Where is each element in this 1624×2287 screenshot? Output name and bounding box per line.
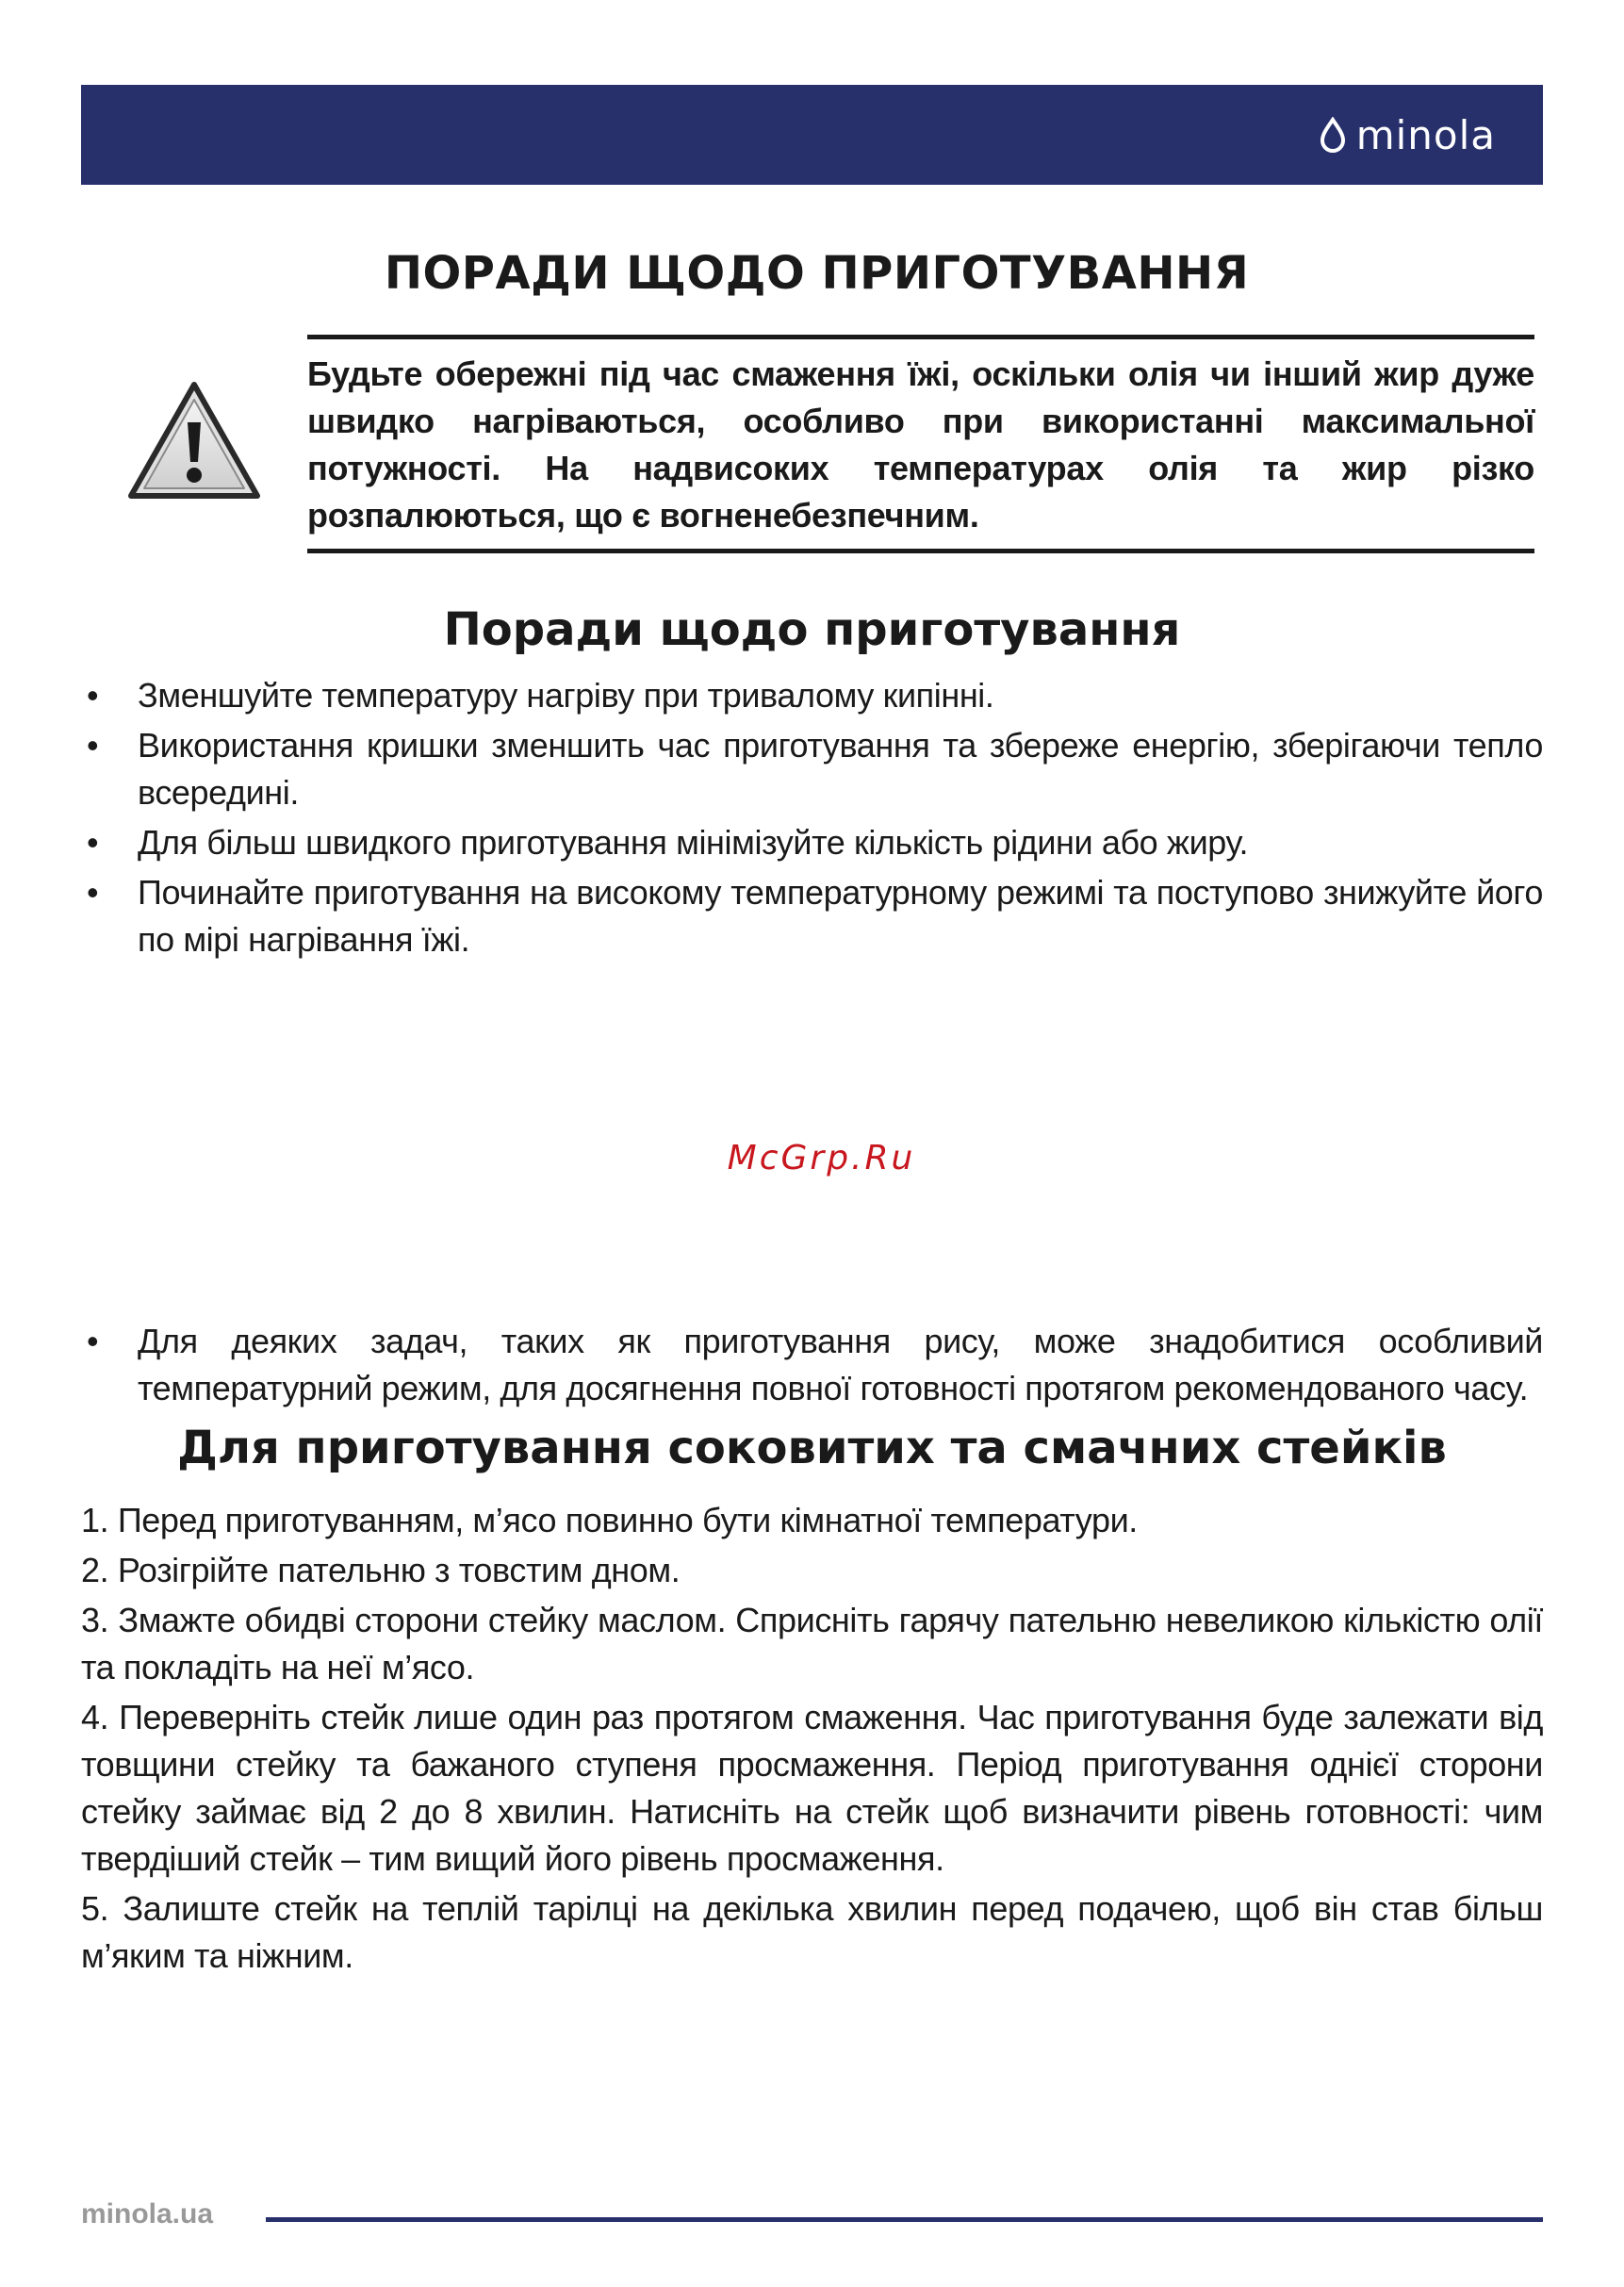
brand-name: minola — [1355, 111, 1496, 158]
step-item: 1. Перед приготуванням, м’ясо повинно бути кімнатної температури. — [81, 1501, 1138, 1539]
bullet-icon: • — [87, 873, 99, 912]
steak-heading: Для приготування соковитих та смачних стейків — [177, 1422, 1447, 1474]
list-item: • Використання кришки зменшить час приготування та збереже енергію, зберігаючи тепло всередині. — [81, 722, 1543, 816]
bullet-icon: • — [87, 676, 99, 715]
header-bar — [81, 85, 1543, 185]
step-item: 2. Розігрійте пательню з товстим дном. — [81, 1551, 681, 1589]
tips-heading: Поради щодо приготування — [443, 603, 1181, 656]
bullet-icon: • — [87, 823, 99, 862]
footer-site-link[interactable]: minola.ua — [81, 2198, 214, 2229]
warning-text: Будьте обережні під час смаження їжі, оскільки олія чи інший жир дуже швидко нагріваються, особливо при використанні максимальної потужності. На надвисоких температурах олія та жир різко розпалюються, що є вогненебезпечним. — [307, 354, 1534, 535]
drop-icon — [1319, 117, 1347, 153]
step-item: 4. Переверніть стейк лише один раз протягом смаження. Час приготування буде залежати від товщини стейку та бажаного ступеня просмаження. Період приготування однієї сторони стейку займає від 2 до 8 хвилин. Натисніть на стейк щоб визначити рівень готовності: чим твердіший стейк – тим вищий його рівень просмаження. — [81, 1698, 1543, 1878]
list-item: • Для більш швидкого приготування мінімізуйте кількість рідини або жиру. — [81, 819, 1543, 866]
list-item: • Для деяких задач, таких як приготування рису, може знадобитися особливий температурний режим, для досягнення повної готовності протягом рекомендованого часу. — [81, 1318, 1543, 1412]
tips-list-continued — [81, 1318, 1543, 1415]
step-item: 5. Залиште стейк на теплій тарілці на декілька хвилин перед подачею, щоб він став більш м’яким та ніжним. — [81, 1889, 1543, 1975]
warning-box — [307, 335, 1534, 553]
brand-logo — [1319, 111, 1496, 158]
footer-divider — [266, 2217, 1543, 2222]
list-item: • Зменшуйте температуру нагріву при тривалому кипінні. — [81, 672, 1543, 719]
list-item: • Починайте приготування на високому температурному режимі та поступово знижуйте його по мірі нагрівання їжі. — [81, 869, 1543, 963]
warning-triangle-icon — [125, 379, 263, 503]
bullet-icon: • — [87, 1322, 99, 1360]
bullet-icon: • — [87, 726, 99, 765]
steak-steps — [81, 1497, 1543, 1983]
tips-list — [81, 672, 1543, 966]
step-item: 3. Змажте обидві сторони стейку маслом. Сприсніть гарячу пательню невеликою кількістю олії та покладіть на неї м’ясо. — [81, 1601, 1543, 1686]
page-title: ПОРАДИ ЩОДО ПРИГОТУВАННЯ — [384, 247, 1250, 300]
watermark: McGrp.Ru — [727, 1139, 916, 1177]
